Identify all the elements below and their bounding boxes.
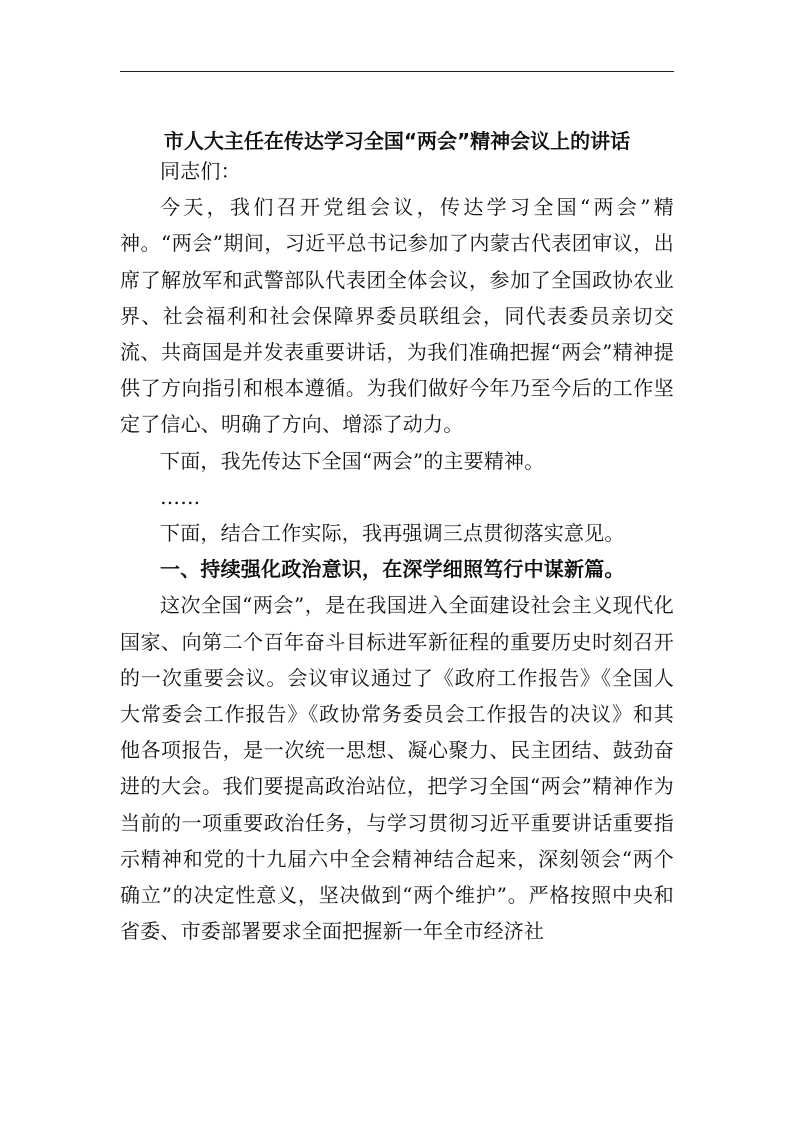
- paragraph-transition: 下面，我先传达下全国“两会”的主要精神。: [160, 448, 545, 473]
- section-heading-1: 一、持续强化政治意识，在深学细照笃行中谋新篇。: [160, 557, 625, 582]
- document-title: 市人大主任在传达学习全国“两会”精神会议上的讲话: [163, 129, 631, 153]
- paragraph-opinions-intro: 下面，结合工作实际，我再强调三点贯彻落实意见。: [160, 521, 625, 546]
- paragraph-intro: 今天，我们召开党组会议，传达学习全国“两会”精神。“两会”期间，习近平总书记参加了内蒙古代表团审议，出席了解放军和武警部队代表团全体会议，参加了全国政协农业界、社会福利和社会保障界委员联组会，同代表委员亲切交流、共商国是并发表重要讲话，为我们准确把握“两会”精神提供了方向指引和根本遵循。为我们做好今年乃至今后的工作坚定了信心、明确了方向、增添了动力。: [120, 195, 674, 437]
- ellipsis-line: ……: [160, 484, 201, 509]
- document-body: [120, 153, 674, 949]
- paragraph-section-1: 这次全国“两会”，是在我国进入全面建设社会主义现代化国家、向第二个百年奋斗目标进军新征程的重要历史时刻召开的一次重要会议。会议审议通过了《政府工作报告》《全国人大常委会工作报告》《政协常务委员会工作报告的决议》和其他各项报告，是一次统一思想、凝心聚力、民主团结、鼓劲奋进的大会。我们要提高政治站位，把学习全国“两会”精神作为当前的一项重要政治任务，与学习贯彻习近平重要讲话重要指示精神和党的十九届六中全会精神结合起来，深刻领会“两个确立”的决定性意义，坚决做到“两个维护”。严格按照中央和省委、市委部署要求全面把握新一年全市经济社: [120, 593, 674, 944]
- header-rule: [120, 71, 674, 72]
- salutation: 同志们：: [160, 159, 241, 183]
